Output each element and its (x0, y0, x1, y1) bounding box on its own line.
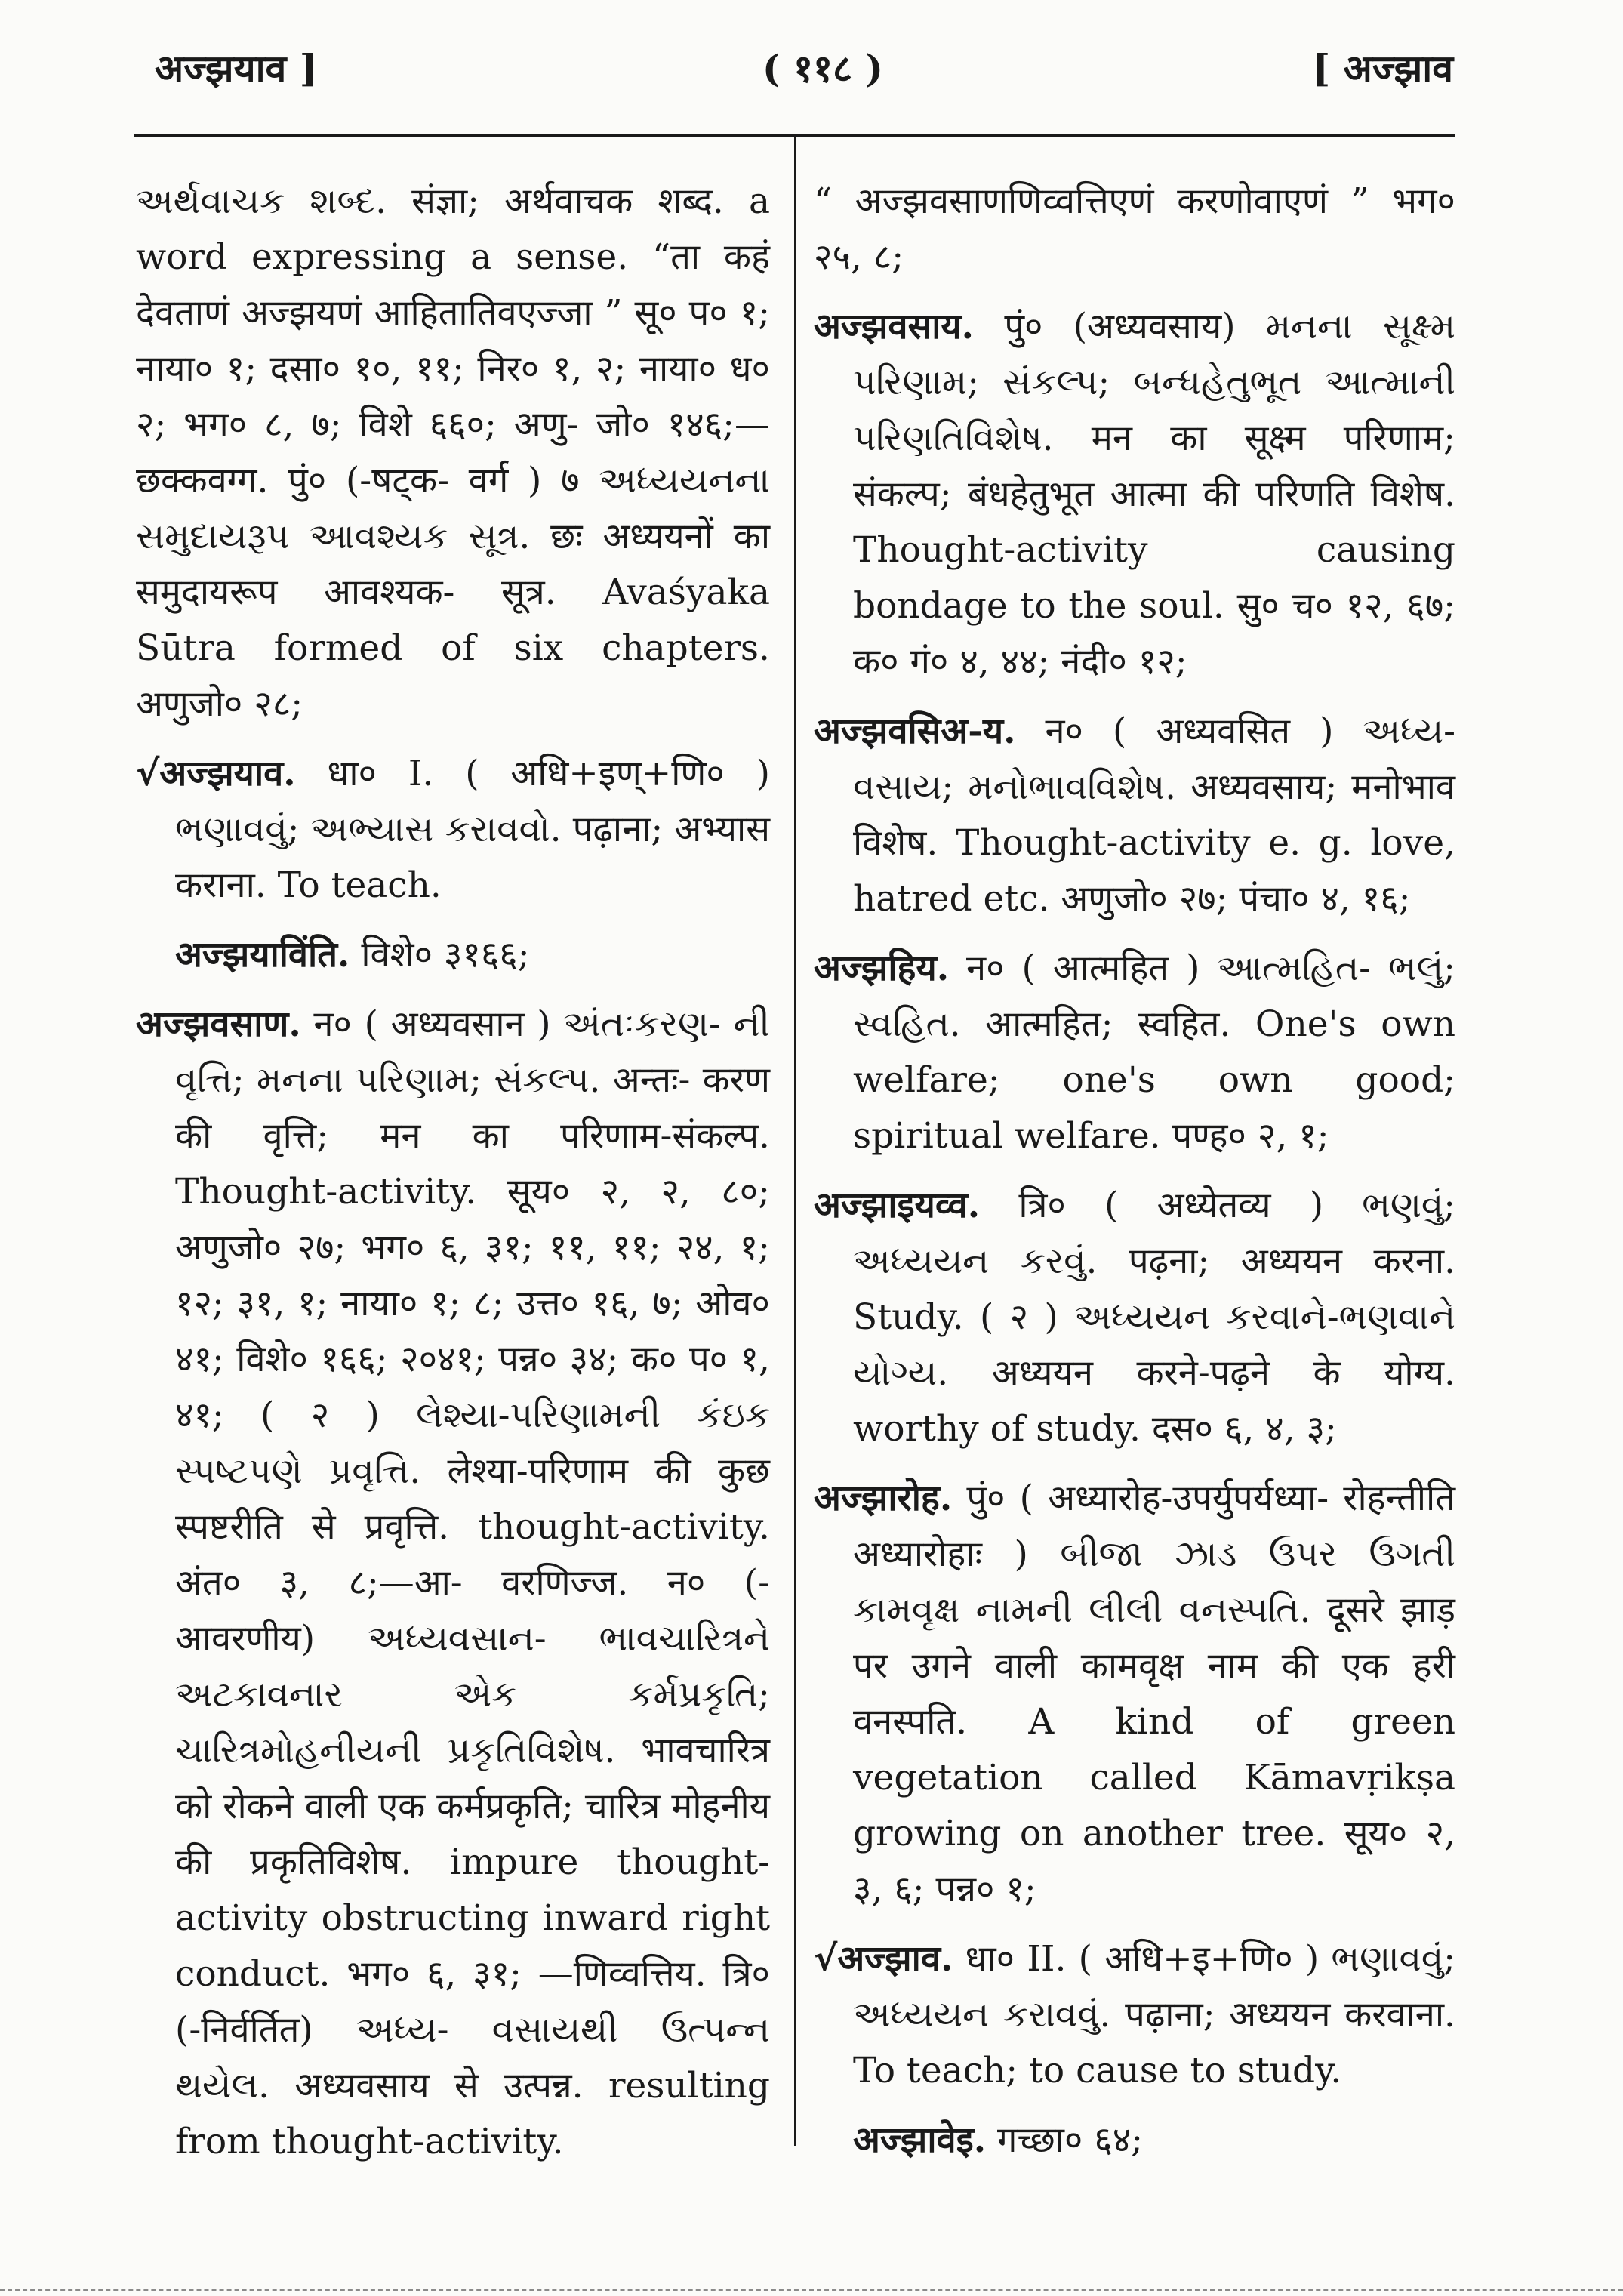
entry-text: અર્થવાચક શબ્દ. संज्ञा; अर्थवाचक शब्द. a word expressing a sense. “ता कहं देवताणं अज्झयणं आहितातिवएज्जा ” सू० प० १; नाया० १; दसा० १०, ११; निर० १, २; नाया० ध० २; भग० ८, ७; विशे ६६०; अणु- जो० १४६;—छक्कवग्ग. पुं० (-षट्क- वर्ग ) ७ અધ્યયનના સમુદાયરૂપ આવશ્યક સૂત્ર. छः अध्ययनों का समुदायरूप आवश्यक- सूत्र. Avaśyaka Sūtra formed of six chapters. अणुजो० २८; (136, 180, 770, 725)
dictionary-entry (814, 1471, 1455, 1918)
headword: अज्झवसाण. (136, 1003, 301, 1045)
headword: अज्झवसाय. (814, 306, 975, 347)
entry-continuation (136, 174, 770, 732)
sub-entry (136, 927, 770, 983)
running-head-left: अज्झयाव ] (155, 46, 318, 91)
headword: अज्झारोह. (814, 1478, 953, 1519)
running-head-right: [ अज्झाव (1312, 46, 1453, 91)
headword: अज्झवसिअ-य. (814, 710, 1016, 752)
headword: अज्झाइयव्व. (814, 1185, 981, 1226)
dictionary-entry (814, 1178, 1455, 1457)
page-header (0, 0, 1623, 140)
dictionary-entry (814, 299, 1455, 690)
bottom-edge-rule (0, 2289, 1623, 2291)
entry-continuation (814, 174, 1455, 285)
headword: अज्झावेइ. (853, 2119, 987, 2161)
column-divider (794, 137, 796, 2146)
entry-text: त्रि० ( अध्येतव्य ) ભણવું; અધ્યયન કરવું. पढ़ना; अध्ययन करना. Study. ( २ ) અધ્યયન કરવાને-ભણવાને યોગ્ય. अध्ययन करने-पढ़ने के योग्य. worthy of study. दस० ६, ४, ३; (853, 1185, 1455, 1450)
entry-text: न० ( आत्महित ) આત્મહિત- ભલું; સ્વહિત. आत्महित; स्वहित. One's own welfare; one's own good; spiritual welfare. पण्ह० २, १; (853, 948, 1455, 1157)
headword: अज्झाव. (837, 1938, 953, 1980)
headword: अज्झयाव. (159, 753, 296, 794)
entry-text: न० ( अध्यवसित ) અધ્ય- વસાય; મનોભાવવિશેષ. अध्यवसाय; मनोभाव विशेष. Thought-activity e. g. love, hatred etc. अणुजो० २७; पंचा० ४, १६; (853, 710, 1455, 920)
dictionary-entry (814, 941, 1455, 1164)
dictionary-entry (814, 1931, 1455, 2099)
entry-text: धा० I. ( अधि+इण्+णि० ) ભણાવવું; અભ્યાસ કરાવવો. पढ़ाना; अभ्यास कराना. To teach. (175, 753, 770, 906)
verb-root-mark: √ (814, 1938, 838, 1980)
entry-text: पुं० ( अध्यारोह-उपर्युपर्यध्या- रोहन्तीति अध्यारोहाः ) બીજા ઝાડ ઉપર ઉગતી કામવૃક્ષ નામની લીલી વનસ્પતિ. दूसरे झाड़ पर उगने वाली कामवृक्ष नाम की एक हरी वनस्पति. A kind of green vegetation called Kāmavṛikṣa growing on another tree. सूय० २, ३, ६; पन्न० १; (853, 1478, 1455, 1910)
entry-text: विशे० ३१६६; (361, 934, 530, 975)
entry-text: न० ( अध्यवसान ) અંતઃકરણ- ની વૃત્તિ; મનના પરિણામ; સંકલ્પ. अन्तः- करण की वृत्ति; मन का परिणाम-संकल्प. Thought-activity. सूय० २, २, ८०; अणुजो० २७; भग० ६, ३१; ११, ११; २४, १; १२; ३१, १; नाया० १; ८; उत्त० १६, ७; ओव० ४१; विशे० १६६; २०४१; पन्न० ३४; क० प० १, ४१; ( २ ) લેશ્યા-પરિણામની કંઇક સ્પષ્ટપણે પ્રવૃત્તિ. लेश्या-परिणाम की कुछ स्पष्टरीति से प्रवृत्ति. thought-activity. अंत० ३, ८;—आ- वरणिज्ज. न० (-आवरणीय) અધ્યવસાન- ભાવચારિત્રને અટકાવનાર એક કર્મપ્રકૃતિ; ચારિત્રમોહનીયની પ્રકૃતિવિશેષ. भावचारित्र को रोकने वाली एक कर्मप्रकृति; चारित्र मोहनीय की प्रकृतिविशेष. impure thought-activity obstructing inward right conduct. भग० ६, ३१; —णिव्वत्तिय. त्रि० (-निर्वर्तित) અધ્ય- વસાયથી ઉત્પન્ન થયેલ. अध्यवसाय से उत्पन्न. resulting from thought-activity. (175, 1003, 770, 2162)
page-number: ( ११८ ) (762, 46, 884, 91)
headword: अज्झयाविंति. (175, 934, 350, 975)
entry-text: पुं० (अध्यवसाय) મનના સૂક્ષ્મ પરિણામ; સંકલ્પ; બન્ધહેતુભૂત આત્માની પરિણતિવિશેષ. मन का सूक्ष्म परिणाम; संकल्प; बंधहेतुभूत आत्मा की परिणति विशेष. Thought-activity causing bondage to the soul. सु० च० १२, ६७; क० गं० ४, ४४; नंदी० १२; (853, 306, 1455, 683)
entry-text: गच्छा० ६४; (997, 2119, 1144, 2161)
right-column (814, 174, 1455, 2182)
verb-root-mark: √ (136, 753, 160, 794)
left-column (136, 174, 770, 2184)
dictionary-entry (814, 704, 1455, 927)
sub-entry (814, 2113, 1455, 2168)
entry-text: धा० II. ( अधि+इ+णि० ) ભણાવવું; અધ્યયન કરાવવું. पढ़ाना; अध्ययन करवाना. To teach; to cause to study. (853, 1938, 1455, 2091)
entry-text: “ अज्झवसाणणिव्वत्तिएणं करणोवाएणं ” भग० २५, ८; (814, 180, 1455, 278)
headword: अज्झहिय. (814, 948, 950, 989)
dictionary-entry (136, 997, 770, 2170)
dictionary-entry (136, 746, 770, 914)
